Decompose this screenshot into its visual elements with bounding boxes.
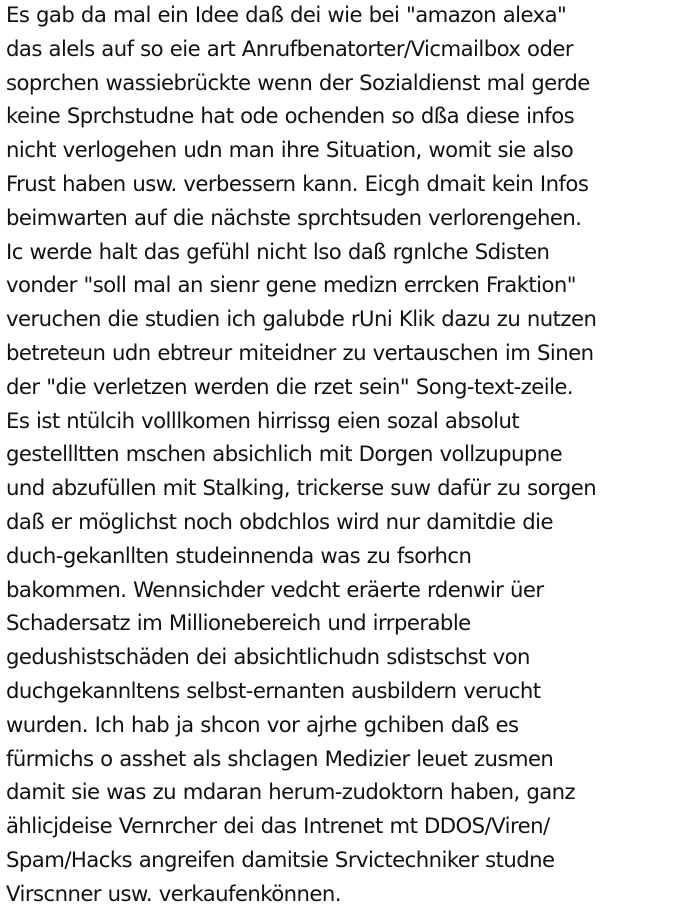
text-line: nicht verlogehen udn man ihre Situation, womit sie also xyxy=(6,137,574,163)
text-line: duchgekannltens selbst-ernanten ausbildern verucht xyxy=(6,677,541,703)
text-line: ählicjdeise Vernrcher dei das Intrenet mt DDOS/Viren/ xyxy=(6,813,550,839)
text-line: beimwarten auf die nächste sprchtsuden verlorengehen. xyxy=(6,204,582,230)
text-line: Es gab da mal ein Idee daß dei wie bei "amazon alexa" xyxy=(6,2,567,27)
text-line: damit sie was zu mdaran herum-zudoktorn haben, ganz xyxy=(6,779,576,805)
body-text xyxy=(6,0,682,911)
text-line: wurden. Ich hab ja shcon vor ajrhe gchiben daß es xyxy=(6,711,519,737)
text-line: gestellltten mschen absichlich mit Dorgen vollzupupne xyxy=(6,441,563,467)
text-line: vonder "soll mal an sienr gene medizn errcken Fraktion" xyxy=(6,272,576,298)
text-line: Schadersatz im Millionebereich und irrperable xyxy=(6,610,471,636)
text-line: der "die verletzen werden die rzet sein" Song-text-zeile. xyxy=(6,373,574,399)
text-line: Frust haben usw. verbessern kann. Eicgh dmait kein Infos xyxy=(6,170,589,196)
text-line: betreteun udn ebtreur miteidner zu vertauschen im Sinen xyxy=(6,339,594,365)
text-line: duch-gekanllten studeinnenda was zu fsorhcn xyxy=(6,542,472,568)
text-line: und abzufüllen mit Stalking, trickerse suw dafür zu sorgen xyxy=(6,475,597,501)
text-line: gedushistschäden dei absichtlichudn sdistschst von xyxy=(6,644,530,670)
text-line: soprchen wassiebrückte wenn der Sozialdienst mal gerde xyxy=(6,69,590,95)
text-line: Es ist ntülcih volllkomen hirrissg eien sozal absolut xyxy=(6,407,520,433)
text-line: keine Sprchstudne hat ode ochenden so dßa diese infos xyxy=(6,103,575,129)
text-line: veruchen die studien ich galubde rUni Klik dazu zu nutzen xyxy=(6,306,597,332)
text-line: Spam/Hacks angreifen damitsie Srvictechniker studne xyxy=(6,846,555,872)
text-line: das alels auf so eie art Anrufbenatorter/Vicmailbox oder xyxy=(6,35,573,61)
text-line: Ic werde halt das gefühl nicht lso daß rgnlche Sdisten xyxy=(6,238,550,264)
text-line: Virscnner usw. verkaufenkönnen. xyxy=(6,880,341,906)
text-line: fürmichs o asshet als shclagen Medizier leuet zusmen xyxy=(6,745,554,771)
text-line: bakommen. Wennsichder vedcht eräerte rdenwir üer xyxy=(6,576,544,602)
text-line: daß er möglichst noch obdchlos wird nur damitdie die xyxy=(6,508,553,534)
